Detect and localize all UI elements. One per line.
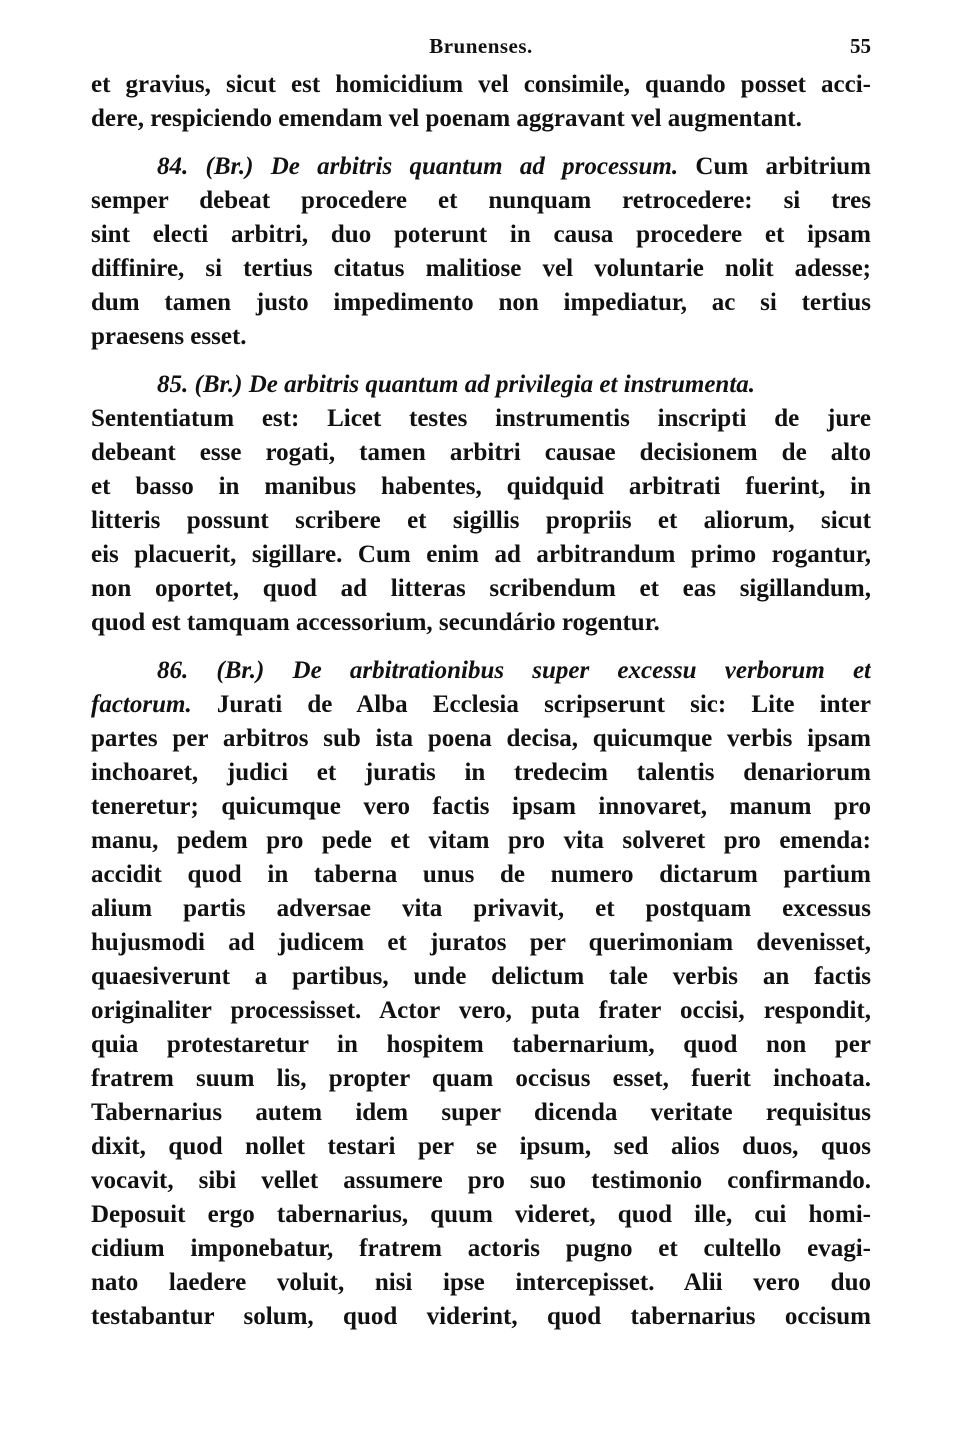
text-line: hujusmodi ad judicem et juratos per querimoniam devenisset, — [91, 929, 871, 956]
section-heading-continuation-line — [91, 688, 871, 722]
text-line: quia protestaretur in hospitem tabernarium, quod non per — [91, 1031, 871, 1058]
text-line: litteris possunt scribere et sigillis propriis et aliorum, sicut — [91, 507, 871, 534]
text-line: et basso in manibus habentes, quidquid arbitrati fuerint, in — [91, 473, 871, 500]
text-line: dum tamen justo impedimento non impediatur, ac si tertius — [91, 289, 871, 316]
book-page — [91, 28, 871, 1334]
page-number: 55 — [850, 34, 871, 58]
text-line: cidium imponebatur, fratrem actoris pugno et cultello evagi- — [91, 1235, 871, 1262]
running-head — [91, 28, 871, 68]
text-fragment: Cum arbitrium — [695, 153, 871, 180]
text-line: dere, respiciendo emendam vel poenam aggravant vel augmentant. — [91, 105, 802, 132]
section-85 — [91, 368, 871, 640]
text-line: originaliter processisset. Actor vero, puta frater occisi, respondit, — [91, 997, 871, 1024]
section-heading: De arbitris quantum ad privilegia et instrumenta. — [248, 371, 756, 398]
section-heading-end: factorum. — [91, 691, 192, 718]
text-line: et gravius, sicut est homicidium vel consimile, quando posset acci- — [91, 71, 871, 98]
text-line: accidit quod in taberna unus de numero dictarum partium — [91, 861, 871, 888]
text-line: Deposuit ergo tabernarius, quum videret, quod ille, cui homi- — [91, 1201, 871, 1228]
section-number: 85. (Br.) — [157, 371, 243, 398]
section-number: 84. (Br.) — [157, 153, 254, 180]
section-number: 86. (Br.) — [157, 657, 265, 684]
text-line: dixit, quod nollet testari per se ipsum, sed alios duos, quos — [91, 1133, 871, 1160]
text-line: sint electi arbitri, duo poterunt in causa procedere et ipsam — [91, 221, 871, 248]
text-fragment: Jurati de Alba Ecclesia scripserunt sic: Lite inter — [216, 691, 871, 718]
text-line: quod est tamquam accessorium, secundário rogentur. — [91, 609, 660, 636]
text-line: diffinire, si tertius citatus malitiose vel voluntarie nolit adesse; — [91, 255, 871, 282]
section-heading: De arbitris quantum ad processum. — [270, 153, 679, 180]
text-line: nato laedere voluit, nisi ipse intercepisset. Alii vero duo — [91, 1269, 871, 1296]
text-line: non oportet, quod ad litteras scribendum et eas sigillandum, — [91, 575, 871, 602]
text-line: vocavit, sibi vellet assumere pro suo testimonio confirmando. — [91, 1167, 871, 1194]
section-heading-line — [91, 150, 871, 184]
section-heading-line — [91, 654, 871, 688]
text-line: debeant esse rogati, tamen arbitri causae decisionem de alto — [91, 439, 871, 466]
text-line: manu, pedem pro pede et vitam pro vita solveret pro emenda: — [91, 827, 871, 854]
text-line: eis placuerit, sigillare. Cum enim ad arbitrandum primo rogantur, — [91, 541, 871, 568]
text-line: fratrem suum lis, propter quam occisus esset, fuerit inchoata. — [91, 1065, 871, 1092]
text-line: alium partis adversae vita privavit, et postquam excessus — [91, 895, 871, 922]
section-84 — [91, 150, 871, 354]
section-86 — [91, 654, 871, 1334]
text-line: Tabernarius autem idem super dicenda veritate requisitus — [91, 1099, 871, 1126]
text-line: testabantur solum, quod viderint, quod tabernarius occisum — [91, 1303, 871, 1330]
text-line: praesens esset. — [91, 323, 247, 350]
text-line: teneretur; quicumque vero factis ipsam innovaret, manum pro — [91, 793, 871, 820]
section-heading-line — [91, 368, 871, 402]
text-line: partes per arbitros sub ista poena decisa, quicumque verbis ipsam — [91, 725, 871, 752]
text-line: quaesiverunt a partibus, unde delictum tale verbis an factis — [91, 963, 871, 990]
text-line: Sententiatum est: Licet testes instrumentis inscripti de jure — [91, 405, 871, 432]
text-line: semper debeat procedere et nunquam retrocedere: si tres — [91, 187, 871, 214]
text-line: inchoaret, judici et juratis in tredecim talentis denariorum — [91, 759, 871, 786]
running-title: Brunenses. — [429, 34, 533, 58]
section-heading: De arbitrationibus super excessu verborum et — [292, 657, 871, 684]
paragraph-continuation — [91, 68, 871, 136]
